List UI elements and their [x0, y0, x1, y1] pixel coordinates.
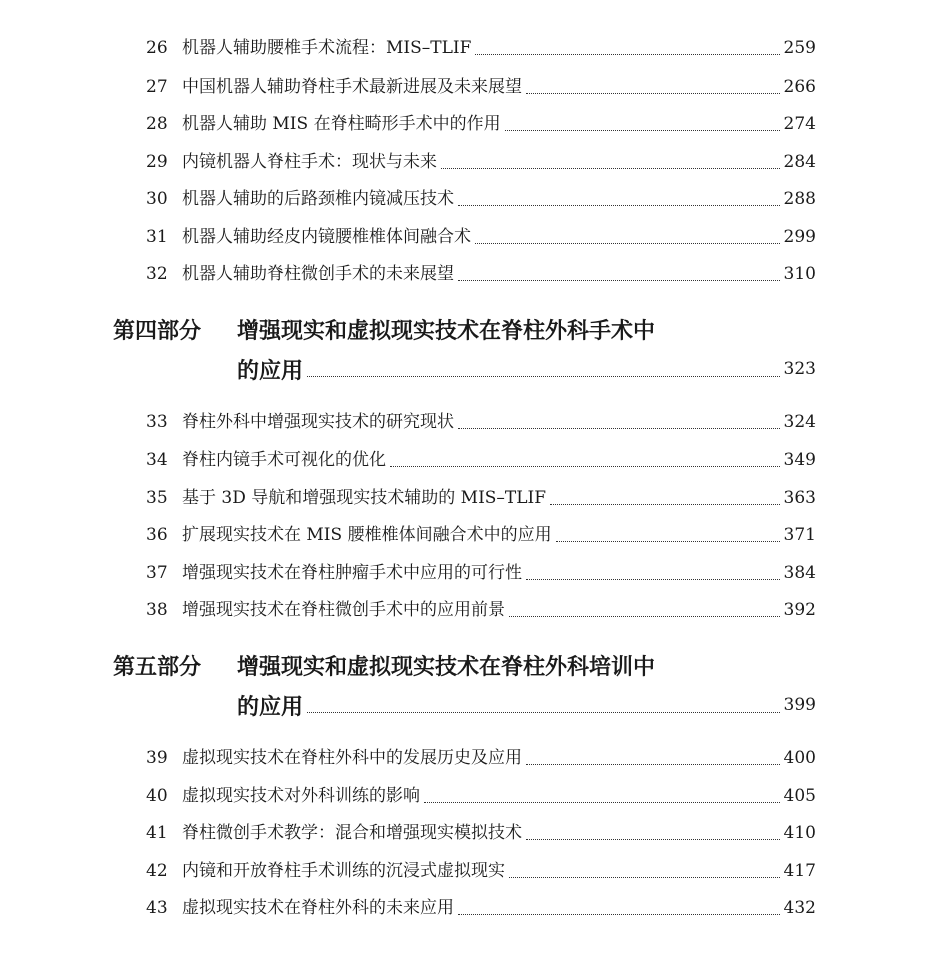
chapter-number: 35	[146, 488, 168, 508]
toc-entry-43[interactable]	[146, 894, 816, 922]
chapter-number: 38	[146, 600, 168, 620]
chapter-number: 43	[146, 898, 168, 918]
dot-leader	[526, 92, 780, 94]
dot-leader	[458, 913, 780, 915]
toc-entry-39[interactable]	[146, 744, 816, 772]
dot-leader	[424, 801, 780, 803]
dot-leader	[458, 204, 780, 206]
dot-leader	[526, 763, 780, 765]
chapter-number: 28	[146, 114, 168, 134]
page-number: 432	[783, 898, 816, 918]
page-number: 259	[783, 38, 816, 58]
dot-leader	[556, 540, 780, 542]
chapter-title: 内镜和开放脊柱手术训练的沉浸式虚拟现实	[182, 861, 505, 881]
dot-leader	[505, 129, 780, 131]
chapter-number: 39	[146, 748, 168, 768]
page-number: 284	[783, 152, 816, 172]
dot-leader	[526, 838, 780, 840]
part-title-line2: 的应用	[237, 357, 304, 384]
page-number: 349	[783, 450, 816, 470]
page-number: 288	[783, 189, 816, 209]
chapter-number: 29	[146, 152, 168, 172]
chapter-title: 内镜机器人脊柱手术：现状与未来	[182, 152, 437, 172]
chapter-number: 26	[146, 38, 168, 58]
chapter-title: 虚拟现实技术在脊柱外科中的发展历史及应用	[182, 748, 522, 768]
page-number: 324	[783, 412, 816, 432]
chapter-title: 脊柱内镜手术可视化的优化	[182, 450, 386, 470]
chapter-number: 42	[146, 861, 168, 881]
chapter-number: 30	[146, 189, 168, 209]
toc-entry-35[interactable]	[146, 484, 816, 512]
chapter-title: 中国机器人辅助脊柱手术最新进展及未来展望	[182, 77, 522, 97]
part-title-line1: 增强现实和虚拟现实技术在脊柱外科手术中	[237, 318, 656, 344]
part-five-heading-cont[interactable]	[237, 689, 816, 721]
page-number: 405	[783, 786, 816, 806]
chapter-title: 增强现实技术在脊柱微创手术中的应用前景	[182, 600, 505, 620]
toc-entry-34[interactable]	[146, 446, 816, 474]
page-number: 399	[783, 695, 816, 715]
chapter-number: 40	[146, 786, 168, 806]
dot-leader	[550, 503, 779, 505]
chapter-number: 34	[146, 450, 168, 470]
chapter-title: 机器人辅助的后路颈椎内镜减压技术	[182, 189, 454, 209]
page-number: 392	[783, 600, 816, 620]
page-number: 363	[783, 488, 816, 508]
toc-entry-29[interactable]	[146, 148, 816, 176]
page-number: 384	[783, 563, 816, 583]
dot-leader	[475, 242, 780, 244]
page-number: 371	[783, 525, 816, 545]
chapter-title: 脊柱外科中增强现实技术的研究现状	[182, 412, 454, 432]
chapter-title: 机器人辅助 MIS 在脊柱畸形手术中的作用	[182, 114, 501, 134]
dot-leader	[307, 711, 780, 713]
chapter-title: 扩展现实技术在 MIS 腰椎椎体间融合术中的应用	[182, 525, 552, 545]
dot-leader	[509, 615, 780, 617]
page-number: 400	[783, 748, 816, 768]
toc-entry-38[interactable]	[146, 596, 816, 624]
toc-entry-41[interactable]	[146, 819, 816, 847]
chapter-title: 增强现实技术在脊柱肿瘤手术中应用的可行性	[182, 563, 522, 583]
chapter-title: 脊柱微创手术教学：混合和增强现实模拟技术	[182, 823, 522, 843]
part-title-line1: 增强现实和虚拟现实技术在脊柱外科培训中	[237, 654, 656, 680]
page-number: 417	[783, 861, 816, 881]
dot-leader	[390, 465, 780, 467]
dot-leader	[458, 427, 780, 429]
dot-leader	[458, 279, 780, 281]
part-label: 第四部分	[113, 318, 202, 344]
toc-entry-27[interactable]	[146, 73, 816, 101]
page-number: 299	[783, 227, 816, 247]
chapter-title: 虚拟现实技术对外科训练的影响	[182, 786, 420, 806]
part-label: 第五部分	[113, 654, 202, 680]
part-four-heading-cont[interactable]	[237, 353, 816, 385]
part-four-heading[interactable]	[113, 315, 655, 347]
chapter-title: 机器人辅助腰椎手术流程：MIS–TLIF	[182, 38, 472, 58]
page-number: 410	[783, 823, 816, 843]
toc-entry-33[interactable]	[146, 408, 816, 436]
part-title-line2: 的应用	[237, 693, 304, 720]
part-five-heading[interactable]	[113, 651, 655, 683]
chapter-number: 36	[146, 525, 168, 545]
toc-entry-40[interactable]	[146, 782, 816, 810]
toc-entry-32[interactable]	[146, 260, 816, 288]
chapter-number: 41	[146, 823, 168, 843]
chapter-title: 机器人辅助脊柱微创手术的未来展望	[182, 264, 454, 284]
chapter-number: 31	[146, 227, 168, 247]
toc-entry-30[interactable]	[146, 185, 816, 213]
chapter-number: 37	[146, 563, 168, 583]
page-number: 274	[783, 114, 816, 134]
page-number: 323	[783, 359, 816, 379]
dot-leader	[509, 876, 780, 878]
chapter-number: 32	[146, 264, 168, 284]
toc-entry-26[interactable]	[146, 34, 816, 62]
toc-entry-28[interactable]	[146, 110, 816, 138]
chapter-title: 机器人辅助经皮内镜腰椎椎体间融合术	[182, 227, 471, 247]
toc-entry-36[interactable]	[146, 521, 816, 549]
page-number: 310	[783, 264, 816, 284]
dot-leader	[475, 53, 779, 55]
toc-entry-37[interactable]	[146, 559, 816, 587]
toc-entry-42[interactable]	[146, 857, 816, 885]
dot-leader	[307, 375, 780, 377]
dot-leader	[526, 578, 780, 580]
chapter-number: 27	[146, 77, 168, 97]
chapter-number: 33	[146, 412, 168, 432]
page-number: 266	[783, 77, 816, 97]
dot-leader	[441, 167, 780, 169]
chapter-title: 虚拟现实技术在脊柱外科的未来应用	[182, 898, 454, 918]
chapter-title: 基于 3D 导航和增强现实技术辅助的 MIS–TLIF	[182, 488, 547, 508]
toc-entry-31[interactable]	[146, 223, 816, 251]
